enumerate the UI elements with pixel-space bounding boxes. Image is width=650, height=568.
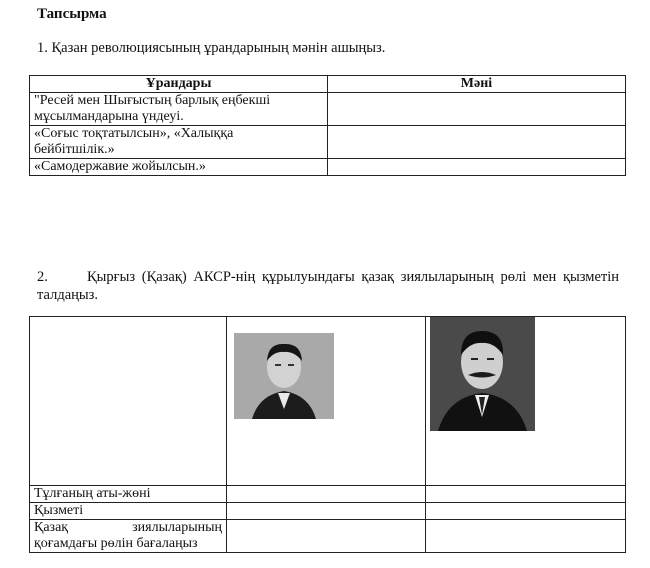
empty-header-cell	[30, 317, 227, 486]
slogan-text-line: «Самодержавие жойылсын.»	[34, 159, 206, 174]
row-label-line: қоғамдағы рөлін бағалаңыз	[34, 536, 198, 551]
answer-cell[interactable]	[227, 520, 426, 553]
column-header-slogans: Ұрандары	[30, 76, 328, 93]
answer-cell[interactable]	[227, 503, 426, 520]
row-label-word: Қазақ	[34, 520, 69, 535]
task1-prompt: 1. Қазан революциясының ұрандарының мәнін ашыңыз.	[37, 40, 386, 56]
row-label-activity: Қызметі	[30, 503, 227, 520]
answer-cell[interactable]	[426, 486, 626, 503]
row-label-role	[30, 520, 227, 553]
slogan-cell	[30, 126, 328, 159]
task2-number: 2.	[37, 269, 48, 285]
table-row	[30, 126, 626, 159]
table-row	[30, 486, 626, 503]
portrait-photo	[234, 333, 334, 419]
slogan-text-line: мұсылмандарына үндеуі.	[34, 109, 184, 124]
portrait-photo	[430, 317, 535, 431]
answer-cell[interactable]	[426, 503, 626, 520]
slogan-text-line: бейбітшілік.»	[34, 142, 115, 157]
table-header-row	[30, 76, 626, 93]
answer-cell[interactable]	[426, 520, 626, 553]
slogan-text-line: «Соғыс тоқтатылсын», «Халыққа	[34, 126, 234, 141]
row-label-line	[34, 520, 222, 536]
task2-prompt-text: Қырғыз (Қазақ) АКСР-нің құрылуындағы қазақ зиялыларының рөлі мен қызметін талдаңыз.	[37, 269, 619, 303]
meaning-answer-cell[interactable]	[328, 159, 626, 176]
slogans-table	[29, 75, 626, 176]
column-header-meaning: Мәні	[328, 76, 626, 93]
photo-cell	[227, 317, 426, 486]
slogan-text-line: "Ресей мен Шығыстың барлық еңбекші	[34, 93, 271, 108]
task2-prompt	[37, 268, 619, 304]
row-label-name: Тұлғаның аты-жөні	[30, 486, 227, 503]
intellectuals-table	[29, 316, 626, 553]
meaning-answer-cell[interactable]	[328, 126, 626, 159]
slogan-cell	[30, 159, 328, 176]
photo-row	[30, 317, 626, 486]
meaning-answer-cell[interactable]	[328, 93, 626, 126]
table-row	[30, 93, 626, 126]
table-row	[30, 503, 626, 520]
page-title: Тапсырма	[37, 6, 107, 22]
answer-cell[interactable]	[227, 486, 426, 503]
table-row	[30, 159, 626, 176]
photo-cell	[426, 317, 626, 486]
slogan-cell	[30, 93, 328, 126]
row-label-word: зиялыларының	[132, 520, 222, 535]
table-row	[30, 520, 626, 553]
